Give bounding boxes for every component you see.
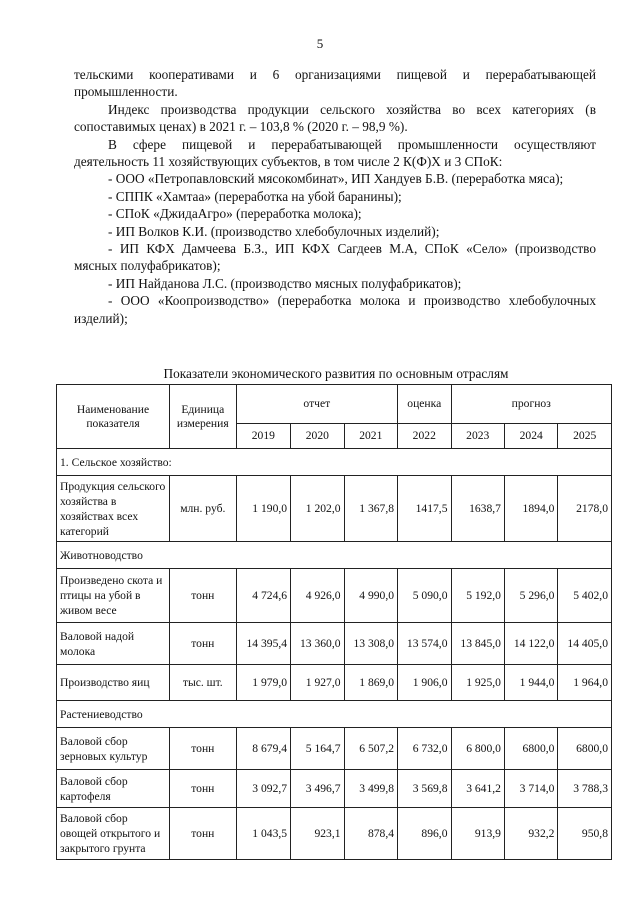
value-cell: 1894,0	[504, 476, 557, 542]
value-cell: 3 788,3	[558, 770, 612, 808]
list-item: - ООО «Петропавловский мясокомбинат», ИП Хандуев Б.В. (переработка мяса);	[108, 171, 564, 187]
header-report: отчет	[236, 385, 397, 424]
value-cell: 13 574,0	[398, 623, 451, 665]
header-year: 2024	[504, 424, 557, 449]
table-title: Показатели экономического развития по основным отраслям	[163, 366, 509, 381]
value-cell: 14 122,0	[504, 623, 557, 665]
paragraph: В сфере пищевой и перерабатывающей промышленности осуществляют деятельность 11 хозяйствующих субъектов, в том числе 2 К(Ф)Х и 3 СПоК:	[74, 136, 596, 170]
value-cell: 4 926,0	[291, 569, 344, 623]
value-cell: 1417,5	[398, 476, 451, 542]
section-label: Растениеводство	[57, 701, 612, 728]
value-cell: 6800,0	[558, 728, 612, 770]
value-cell: 5 164,7	[291, 728, 344, 770]
list-item: - СППК «Хамтаа» (переработка на убой баранины);	[108, 188, 402, 204]
value-cell: 1 964,0	[558, 665, 612, 701]
header-unit: Единица измерения	[170, 385, 237, 449]
value-cell: 1 906,0	[398, 665, 451, 701]
section-row	[57, 701, 612, 728]
section-label: 1. Сельское хозяйство:	[57, 449, 612, 476]
indicator-unit: тонн	[170, 770, 237, 808]
header-year: 2021	[344, 424, 397, 449]
table-row	[57, 728, 612, 770]
value-cell: 1 043,5	[236, 808, 290, 860]
list-item: - ИП Найданова Л.С. (производство мясных полуфабрикатов);	[108, 275, 462, 291]
indicator-name: Валовой надой молока	[57, 623, 170, 665]
value-cell: 1638,7	[451, 476, 504, 542]
table-row	[57, 476, 612, 542]
body-text	[74, 66, 596, 327]
value-cell: 6 507,2	[344, 728, 397, 770]
header-year: 2022	[398, 424, 451, 449]
value-cell: 3 092,7	[236, 770, 290, 808]
header-name: Наименование показателя	[57, 385, 170, 449]
list-item: - ООО «Коопроизводство» (переработка молока и производство хлебобулочных изделий);	[74, 293, 596, 326]
indicator-unit: тыс. шт.	[170, 665, 237, 701]
indicator-unit: тонн	[170, 808, 237, 860]
indicator-unit: тонн	[170, 728, 237, 770]
value-cell: 6 732,0	[398, 728, 451, 770]
header-year: 2023	[451, 424, 504, 449]
value-cell: 1 925,0	[451, 665, 504, 701]
indicator-name: Валовой сбор овощей открытого и закрытого грунта	[57, 808, 170, 860]
indicators-table	[56, 384, 612, 860]
header-year: 2025	[558, 424, 612, 449]
section-row	[57, 449, 612, 476]
value-cell: 1 944,0	[504, 665, 557, 701]
value-cell: 3 499,8	[344, 770, 397, 808]
indicator-name: Валовой сбор зерновых культур	[57, 728, 170, 770]
value-cell: 1 927,0	[291, 665, 344, 701]
section-row	[57, 542, 612, 569]
value-cell: 3 714,0	[504, 770, 557, 808]
list-item: - ИП Волков К.И. (производство хлебобулочных изделий);	[108, 223, 440, 239]
table-row	[57, 770, 612, 808]
list-item: - ИП КФХ Дамчеева Б.З., ИП КФХ Сагдеев М.А, СПоК «Село» (производство мясных полуфабрикатов);	[74, 241, 596, 274]
value-cell: 1 202,0	[291, 476, 344, 542]
indicator-name: Произведено скота и птицы на убой в живом весе	[57, 569, 170, 623]
value-cell: 5 090,0	[398, 569, 451, 623]
header-year: 2020	[291, 424, 344, 449]
value-cell: 13 845,0	[451, 623, 504, 665]
indicator-name: Продукция сельского хозяйства в хозяйствах всех категорий	[57, 476, 170, 542]
value-cell: 6800,0	[504, 728, 557, 770]
table-row	[57, 623, 612, 665]
value-cell: 14 395,4	[236, 623, 290, 665]
table-row	[57, 808, 612, 860]
value-cell: 8 679,4	[236, 728, 290, 770]
value-cell: 1 869,0	[344, 665, 397, 701]
indicator-unit: тонн	[170, 569, 237, 623]
value-cell: 5 296,0	[504, 569, 557, 623]
value-cell: 913,9	[451, 808, 504, 860]
value-cell: 5 192,0	[451, 569, 504, 623]
value-cell: 896,0	[398, 808, 451, 860]
paragraph: Индекс производства продукции сельского хозяйства во всех категориях (в сопоставимых ценах) в 2021 г. – 103,8 % (2020 г. – 98,9 %).	[74, 101, 596, 135]
page-number: 5	[316, 36, 324, 51]
header-forecast: прогноз	[451, 385, 612, 424]
value-cell: 2178,0	[558, 476, 612, 542]
indicator-name: Валовой сбор картофеля	[57, 770, 170, 808]
value-cell: 13 360,0	[291, 623, 344, 665]
value-cell: 1 979,0	[236, 665, 290, 701]
table-row	[57, 569, 612, 623]
value-cell: 1 190,0	[236, 476, 290, 542]
indicator-unit: млн. руб.	[170, 476, 237, 542]
value-cell: 4 724,6	[236, 569, 290, 623]
table-row	[57, 665, 612, 701]
value-cell: 1 367,8	[344, 476, 397, 542]
value-cell: 3 569,8	[398, 770, 451, 808]
value-cell: 3 496,7	[291, 770, 344, 808]
value-cell: 13 308,0	[344, 623, 397, 665]
value-cell: 5 402,0	[558, 569, 612, 623]
value-cell: 6 800,0	[451, 728, 504, 770]
value-cell: 923,1	[291, 808, 344, 860]
paragraph: тельскими кооперативами и 6 организациями пищевой и перерабатывающей промышленности.	[74, 67, 596, 100]
list-item: - СПоК «ДжидаАгро» (переработка молока);	[108, 206, 362, 222]
indicator-unit: тонн	[170, 623, 237, 665]
value-cell: 4 990,0	[344, 569, 397, 623]
value-cell: 950,8	[558, 808, 612, 860]
value-cell: 878,4	[344, 808, 397, 860]
value-cell: 14 405,0	[558, 623, 612, 665]
header-estimate: оценка	[398, 385, 451, 424]
header-year: 2019	[236, 424, 290, 449]
value-cell: 932,2	[504, 808, 557, 860]
indicator-name: Производство яиц	[57, 665, 170, 701]
value-cell: 3 641,2	[451, 770, 504, 808]
section-label: Животноводство	[57, 542, 612, 569]
